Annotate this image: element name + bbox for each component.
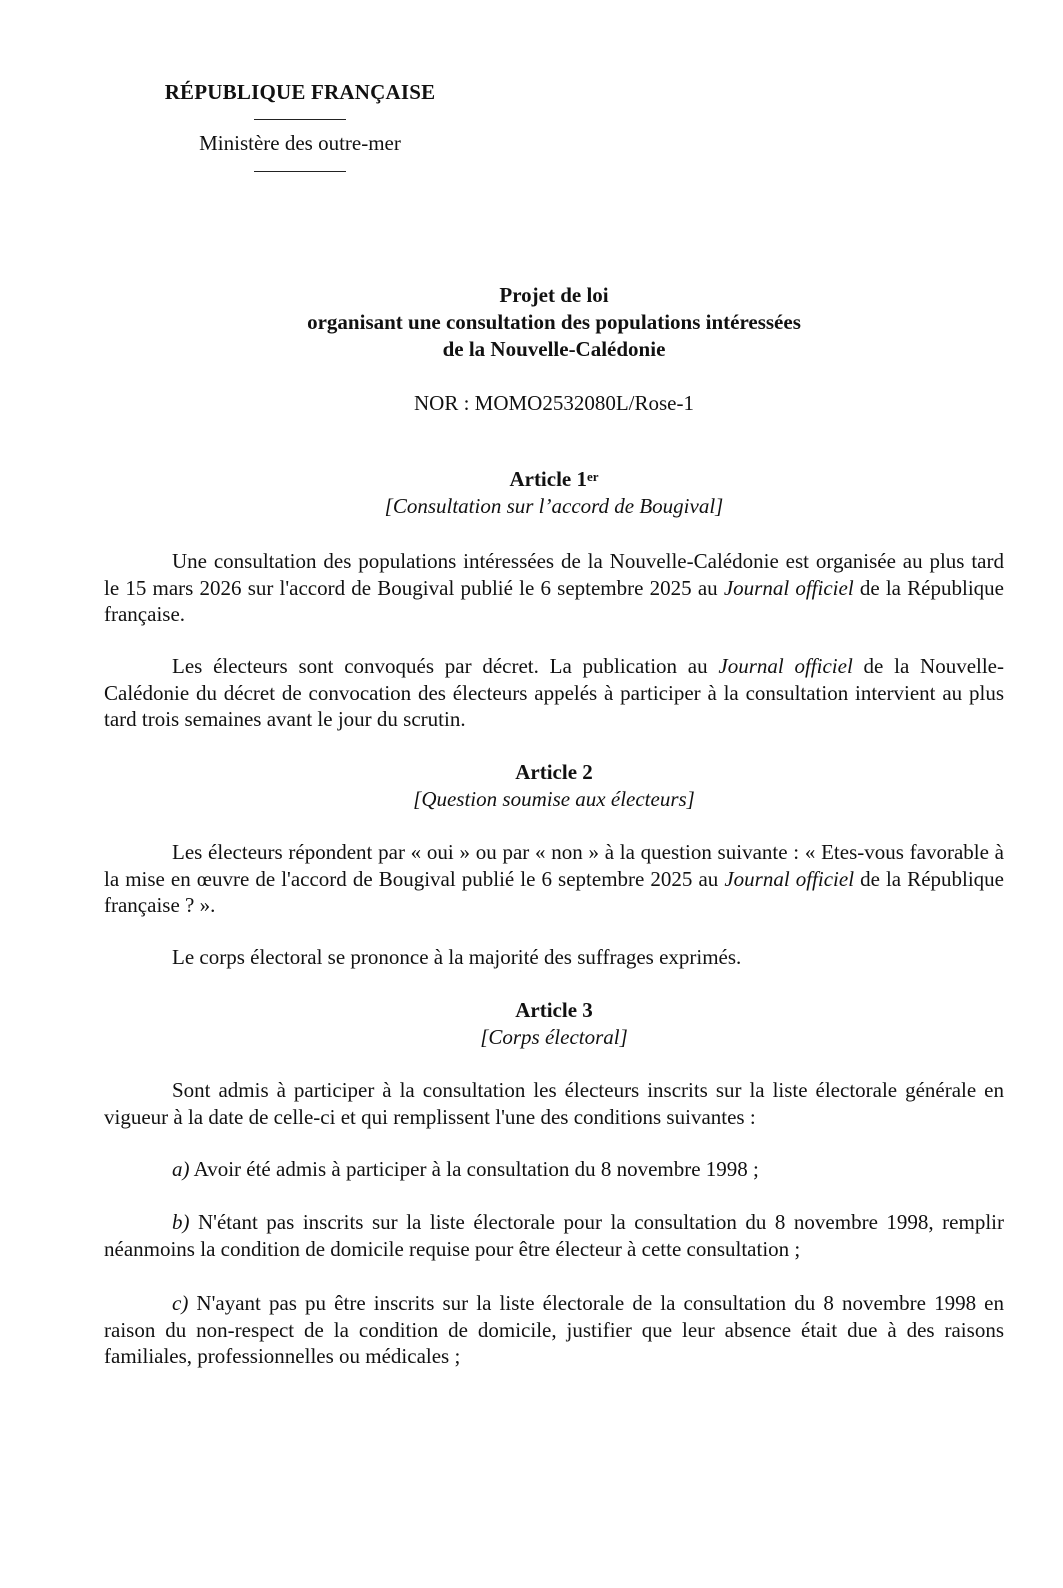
article-subtitle: [Corps électoral] [480,1025,628,1049]
text-run: Les électeurs sont convoqués par décret. La publication au [172,654,719,678]
journal-officiel-italic: Journal officiel [718,654,853,678]
header-divider [254,171,346,172]
list-text: N'ayant pas pu être inscrits sur la liste électorale de la consultation du 8 novembre 1998 en raison du non-respect de la condition de domicile, justifier que leur absence était due à des raisons familiales, professionnelles ou médicales ; [104,1291,1004,1368]
list-label: a) [172,1157,190,1181]
nor-reference: NOR : MOMO2532080L/Rose-1 [413,391,694,415]
article-2-heading [0,759,1063,813]
article-title: Article 2 [515,760,593,784]
article-subtitle: [Consultation sur l’accord de Bougival] [384,494,724,518]
list-text: Avoir été admis à participer à la consultation du 8 novembre 1998 ; [189,1157,759,1181]
text-run: de la République française ? ». [104,866,1004,917]
list-text: N'étant pas inscrits sur la liste électorale pour la consultation du 8 novembre 1998, remplir néanmoins la condition de domicile requise pour être électeur à cette consultation ; [104,1210,1004,1261]
document-header [140,78,460,172]
article-title [0,466,1063,493]
article-2-paragraph-1 [104,839,1004,919]
journal-officiel-italic: Journal officiel [724,866,855,891]
article-subtitle: [Question soumise aux électeurs] [413,787,695,811]
header-divider [254,119,346,120]
republic-heading: RÉPUBLIQUE FRANÇAISE [164,80,436,104]
article-2-paragraph-2: Le corps électoral se prononce à la majorité des suffrages exprimés. [172,945,742,969]
article-title: Article 3 [515,998,593,1022]
article-3-item-c [104,1290,1004,1370]
bill-title-line: de la Nouvelle-Calédonie [442,337,666,361]
article-3-item-a [104,1156,1004,1183]
article-1-heading [0,466,1063,520]
bill-title-line: Projet de loi [499,283,609,307]
article-number: Article 1 [509,467,587,491]
text-run: de la République française. [104,575,1004,626]
article-1-paragraph-1 [104,548,1004,628]
article-ordinal-suffix: er [587,469,599,484]
article-3-heading [0,997,1063,1051]
text-run: Une consultation des populations intéressées de la Nouvelle-Calédonie est organisée au plus tard le 15 mars 2026 sur l'accord de Bougival publié le 6 septembre 2025 au [104,549,1004,600]
bill-title [0,282,1063,363]
text-run: de la Nouvelle-Calédonie du décret de convocation des électeurs appelés à participer à la consultation intervient au plus tard trois semaines avant le jour du scrutin. [104,654,1004,731]
article-3-paragraph-intro: Sont admis à participer à la consultation les électeurs inscrits sur la liste électorale générale en vigueur à la date de celle-ci et qui remplissent l'une des conditions suivantes : [104,1078,1004,1129]
journal-officiel-italic: Journal officiel [723,575,854,600]
text-run: Les électeurs répondent par « oui » ou par « non » à la question suivante : « Etes-vous favorable à la mise en œuvre de l'accord de Bougival publié le 6 septembre 2025 au [104,840,1004,891]
ministry-name: Ministère des outre-mer [199,131,401,155]
article-3-item-b [104,1209,1004,1262]
bill-title-line: organisant une consultation des populations intéressées [307,310,801,334]
list-label: b) [172,1210,190,1234]
list-label: c) [172,1291,189,1315]
article-1-paragraph-2 [104,653,1004,733]
